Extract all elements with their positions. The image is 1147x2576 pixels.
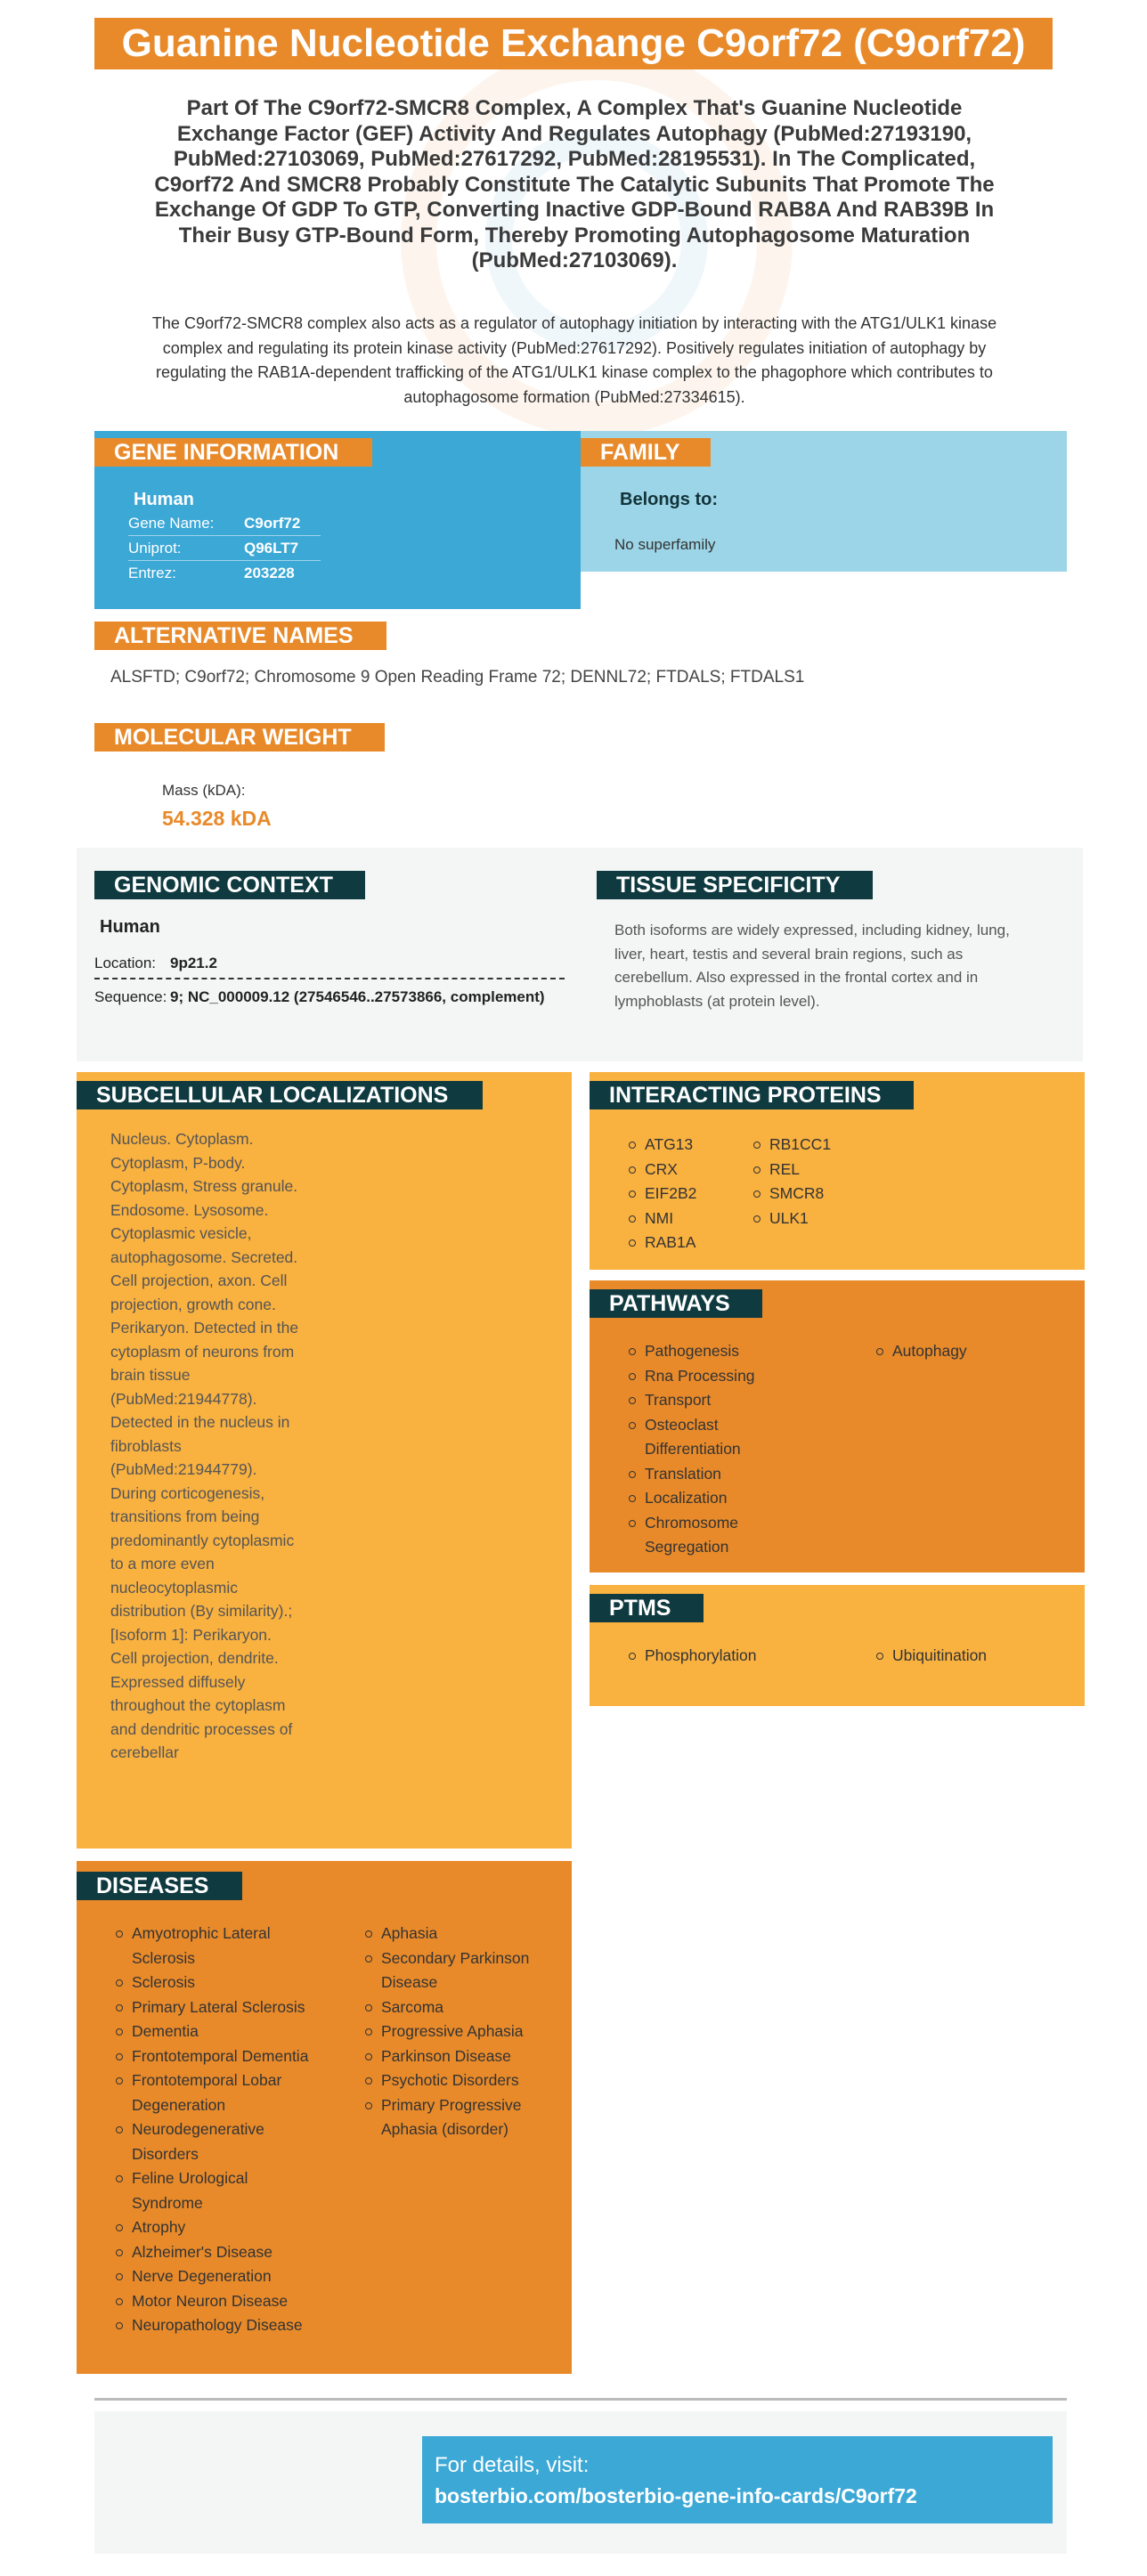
gene-information-heading: GENE INFORMATION [94, 438, 372, 467]
pathways-list-1 [629, 1339, 780, 1560]
list-item: Nerve Degeneration [116, 2264, 321, 2289]
list-item: Neurodegenerative Disorders [116, 2117, 321, 2166]
list-item: Atrophy [116, 2215, 321, 2240]
list-item: Translation [629, 1462, 780, 1487]
divider [94, 978, 565, 979]
list-item: ULK1 [753, 1207, 887, 1231]
list-item: Secondary Parkinson Disease [365, 1946, 543, 1995]
list-item: Primary Lateral Sclerosis [116, 1995, 321, 2020]
alternative-names-heading: ALTERNATIVE NAMES [94, 622, 386, 650]
details-url-link[interactable]: bosterbio.com/bosterbio-gene-info-cards/C9orf72 [435, 2484, 917, 2507]
list-item: CRX [629, 1158, 762, 1182]
list-item: Feline Urological Syndrome [116, 2166, 321, 2215]
tissue-specificity-heading: TISSUE SPECIFICITY [597, 871, 873, 899]
ptms-list-1 [629, 1644, 807, 1669]
mass-value: 54.328 kDA [162, 807, 272, 830]
family-heading: FAMILY [581, 438, 711, 467]
list-item: Dementia [116, 2019, 321, 2044]
list-item: Parkinson Disease [365, 2044, 543, 2069]
interacting-proteins-list-1 [629, 1133, 762, 1255]
footer-divider [94, 2398, 1067, 2401]
list-item: Neuropathology Disease [116, 2313, 321, 2338]
mass-label: Mass (kDA): [162, 782, 246, 799]
diseases-list-2 [365, 1922, 543, 2142]
pathways-heading: PATHWAYS [590, 1289, 762, 1318]
sequence-value: 9; NC_000009.12 (27546546..27573866, complement) [170, 988, 545, 1005]
gene-name-label: Gene Name: [128, 515, 215, 532]
list-item: Frontotemporal Lobar Degeneration [116, 2068, 321, 2117]
protein-description: The C9orf72-SMCR8 complex also acts as a regulator of autophagy initiation by interacting with the ATG1/ULK1 kinase complex and regulating its protein kinase activity (PubMed:27617292). Positively regulates initiation of autophagy by regulating the RAB1A-dependent trafficking of the ATG1/ULK1 kinase complex to the phagophore which contributes to autophagosome formation (PubMed:27334615). [151, 314, 997, 406]
list-item: NMI [629, 1207, 762, 1231]
uniprot-label: Uniprot: [128, 540, 182, 557]
page-title: Guanine Nucleotide Exchange C9orf72 (C9orf72) [94, 18, 1053, 69]
list-item: EIF2B2 [629, 1182, 762, 1207]
alternative-names-text: ALSFTD; C9orf72; Chromosome 9 Open Reading Frame 72; DENNL72; FTDALS; FTDALS1 [110, 668, 805, 687]
molecular-weight-heading: MOLECULAR WEIGHT [94, 723, 385, 752]
sequence-label: Sequence: [94, 988, 167, 1005]
list-item: Amyotrophic Lateral Sclerosis [116, 1922, 321, 1971]
uniprot-row [128, 536, 321, 561]
list-item: Motor Neuron Disease [116, 2289, 321, 2314]
tissue-specificity-text: Both isoforms are widely expressed, including kidney, lung, liver, heart, testis and several brain regions, such as cerebellum. Also expressed in the frontal cortex and in lymphoblasts (at protein level). [614, 922, 1010, 1010]
list-item: RB1CC1 [753, 1133, 887, 1158]
location-label: Location: [94, 955, 156, 971]
pathways-list-2 [876, 1339, 1028, 1364]
list-item: Localization [629, 1486, 780, 1511]
protein-summary: Part Of The C9orf72-SMCR8 Complex, A Complex That's Guanine Nucleotide Exchange Factor (GEF) Activity And Regulates Autophagy (PubMed:27193190, PubMed:27103069, PubMed:27617292, PubMed:28195531). In The Complicated, C9orf72 And SMCR8 Probably Constitute The Catalytic Subunits That Promote The Exchange Of GDP To GTP, Converting Inactive GDP-Bound RAB8A And RAB39B In Their Busy GTP-Bound Form, Thereby Promoting Autophagosome Maturation (PubMed:27103069). [154, 96, 995, 272]
diseases-list-1 [116, 1922, 321, 2338]
list-item: Primary Progressive Aphasia (disorder) [365, 2093, 543, 2142]
list-item: ATG13 [629, 1133, 762, 1158]
entrez-row [128, 561, 321, 586]
entrez-value: 203228 [244, 565, 295, 581]
list-item: Transport [629, 1388, 780, 1413]
genomic-species: Human [100, 917, 160, 937]
details-label: For details, visit: [435, 2453, 590, 2477]
interacting-proteins-list-2 [753, 1133, 887, 1231]
list-item: Sarcoma [365, 1995, 543, 2020]
list-item: Phosphorylation [629, 1644, 807, 1669]
genomic-context-heading: GENOMIC CONTEXT [94, 871, 365, 899]
entrez-label: Entrez: [128, 565, 176, 581]
list-item: Aphasia [365, 1922, 543, 1946]
list-item: Osteoclast Differentiation [629, 1413, 780, 1462]
list-item: REL [753, 1158, 887, 1182]
location-value: 9p21.2 [170, 955, 217, 971]
subcellular-text: Nucleus. Cytoplasm. Cytoplasm, P-body. Cytoplasm, Stress granule. Endosome. Lysosome. Cytoplasmic vesicle, autophagosome. Secreted. Cell projection, axon. Cell projection, growth cone. Perikaryon. Detected in the cytoplasm of neurons from brain tissue (PubMed:21944778). Detected in the nucleus in fibroblasts (PubMed:21944779). During corticogenesis, transitions from being predominantly cytoplasmic to a more even nucleocytoplasmic distribution (By similarity).; [Isoform 1]: Perikaryon. Cell projection, dendrite. Expressed diffusely throughout the cytoplasm and dendritic processes of cerebellar [110, 1130, 299, 1761]
list-item: Autophagy [876, 1339, 1028, 1364]
list-item: Psychotic Disorders [365, 2068, 543, 2093]
gene-name-row [128, 511, 321, 536]
interacting-proteins-heading: INTERACTING PROTEINS [590, 1081, 914, 1109]
uniprot-value: Q96LT7 [244, 540, 299, 557]
family-belongs-label: Belongs to: [620, 490, 718, 509]
subcellular-heading: SUBCELLULAR LOCALIZATIONS [77, 1081, 483, 1109]
list-item: Ubiquitination [876, 1644, 1054, 1669]
ptms-heading: PTMS [590, 1594, 704, 1622]
gene-species: Human [134, 490, 194, 509]
list-item: Sclerosis [116, 1971, 321, 1995]
list-item: Progressive Aphasia [365, 2019, 543, 2044]
list-item: Pathogenesis [629, 1339, 780, 1364]
list-item: Chromosome Segregation [629, 1511, 780, 1560]
gene-name-value: C9orf72 [244, 515, 301, 532]
list-item: Frontotemporal Dementia [116, 2044, 321, 2069]
list-item: SMCR8 [753, 1182, 887, 1207]
family-value: No superfamily [614, 536, 716, 553]
list-item: Rna Processing [629, 1364, 780, 1389]
details-link-box[interactable] [422, 2436, 1053, 2523]
diseases-heading: DISEASES [77, 1872, 242, 1900]
list-item: RAB1A [629, 1231, 762, 1255]
list-item: Alzheimer's Disease [116, 2240, 321, 2265]
ptms-list-2 [876, 1644, 1054, 1669]
